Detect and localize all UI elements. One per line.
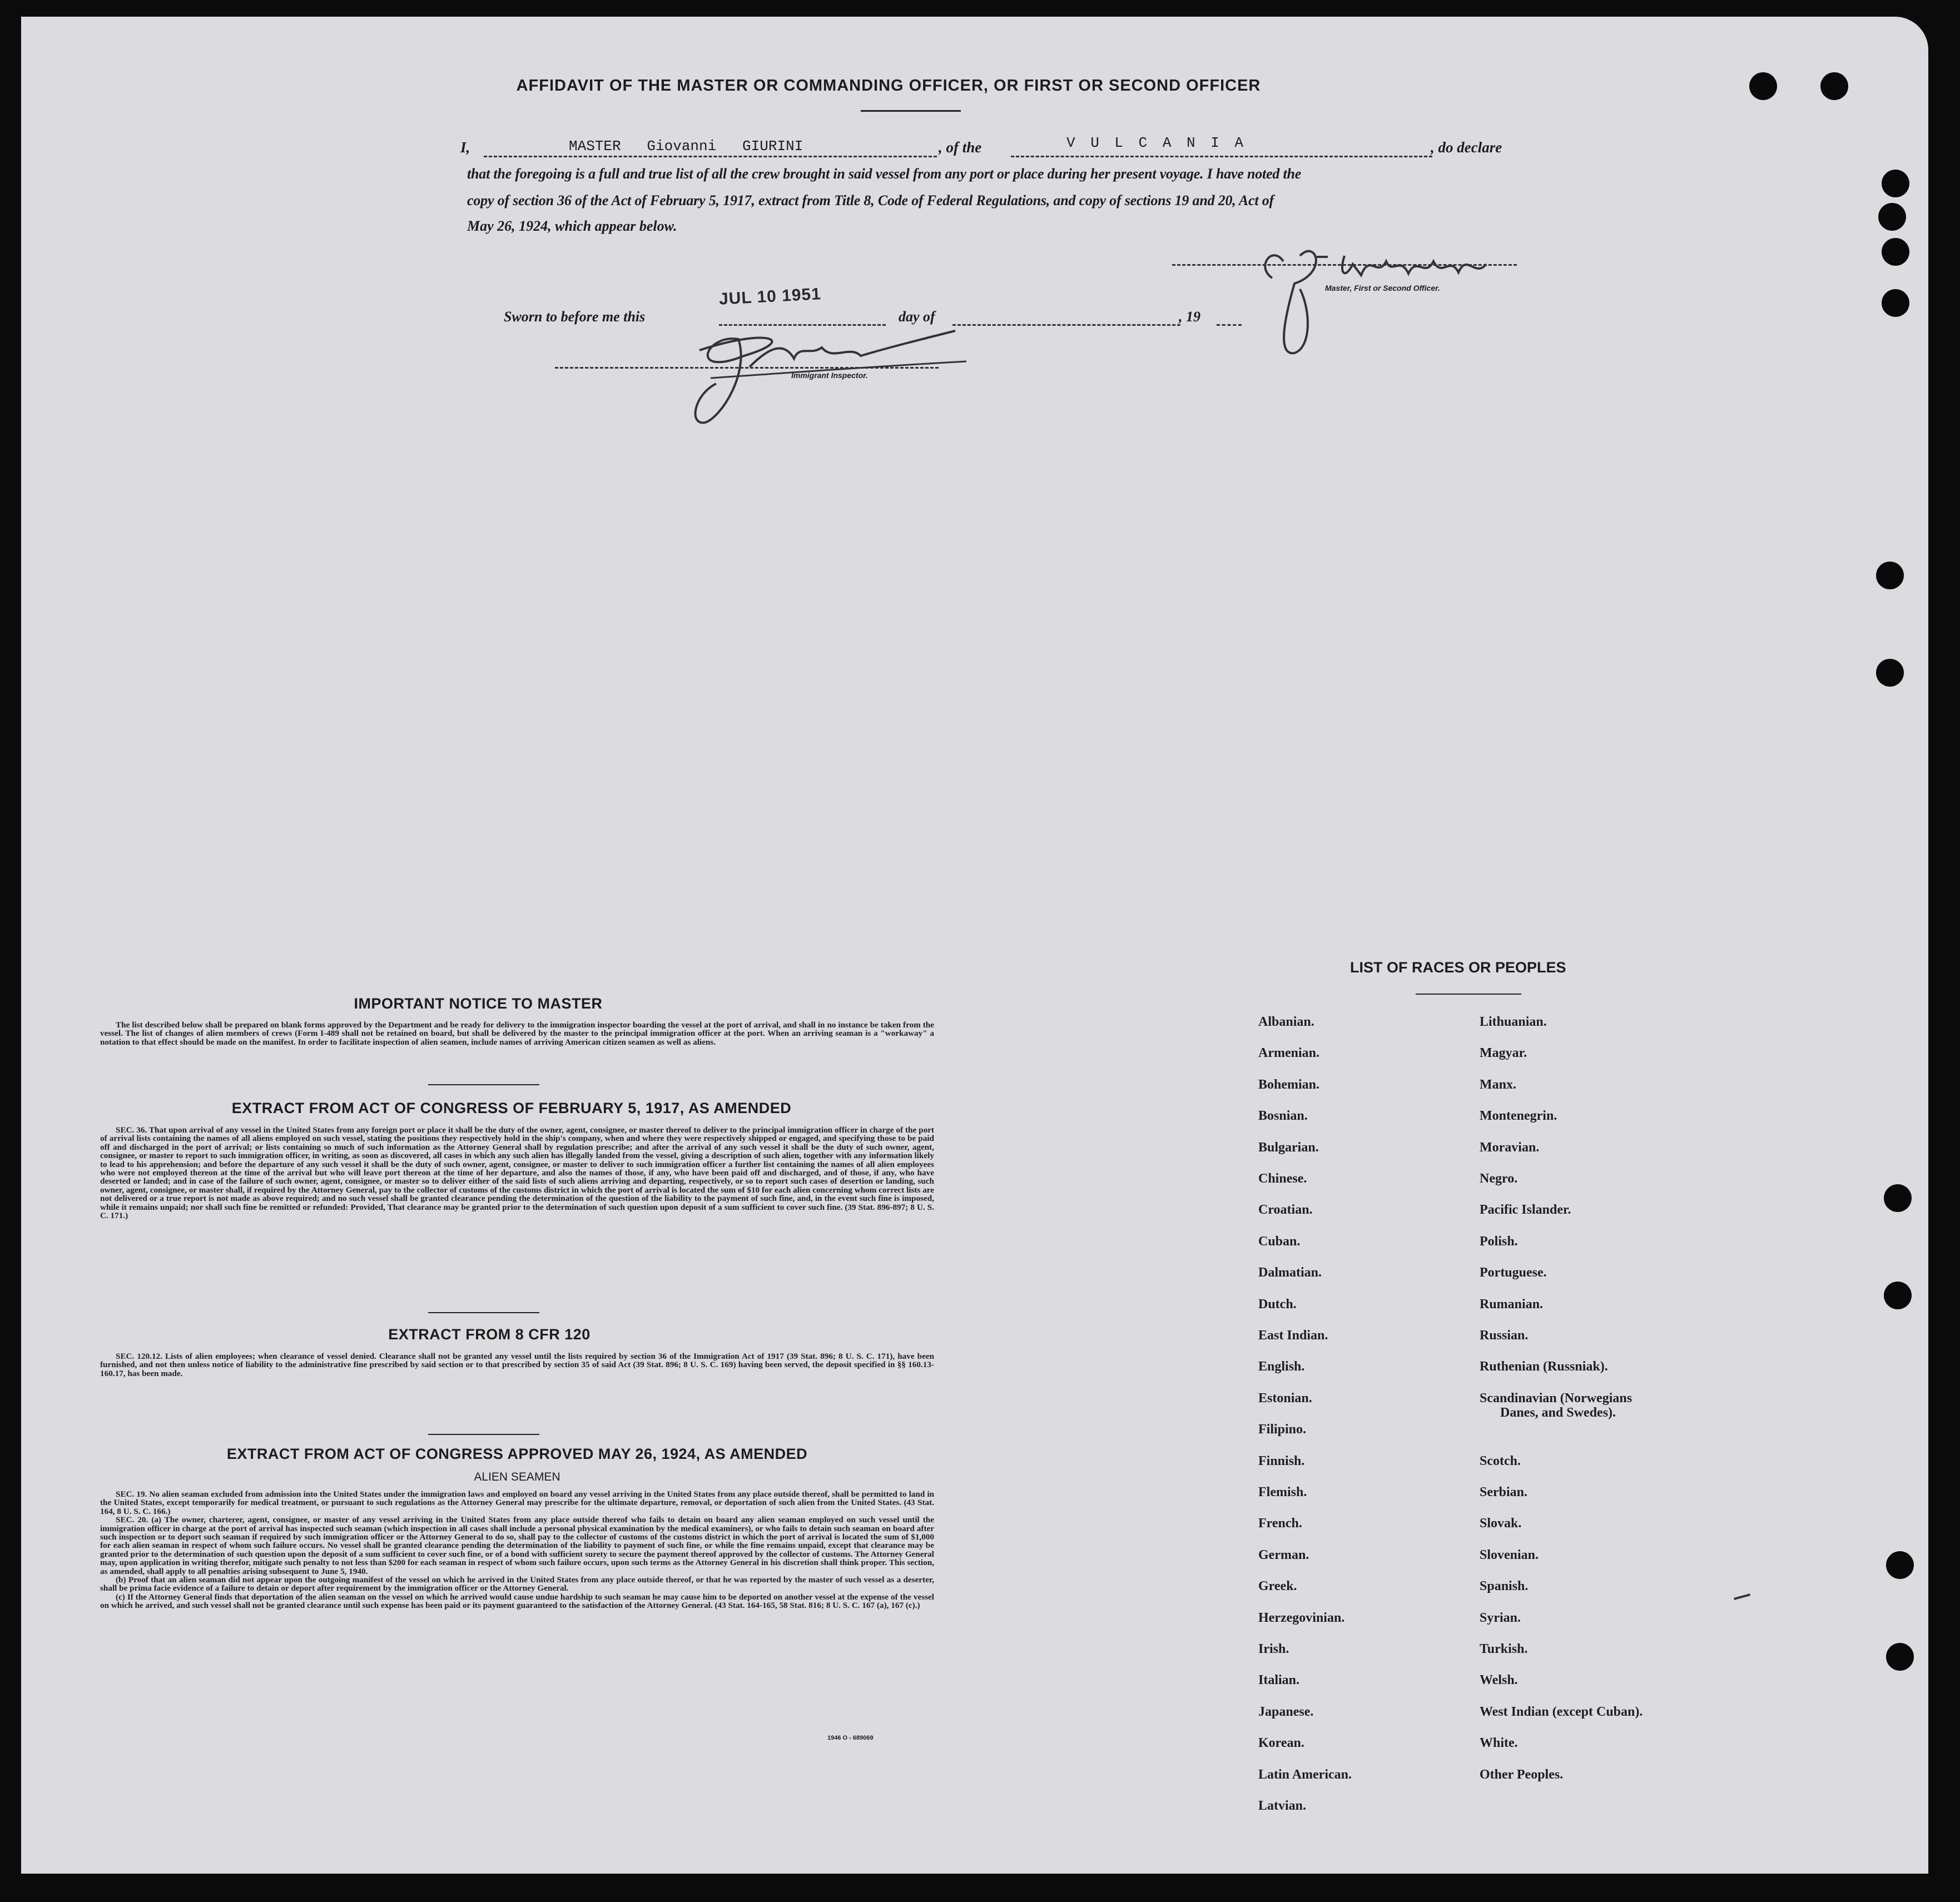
race-item: Danes, and Swedes). <box>1500 1405 1616 1420</box>
punch-hole <box>1820 72 1848 100</box>
punch-hole <box>1884 1282 1912 1309</box>
race-item: Magyar. <box>1480 1046 1527 1061</box>
extract-1924-sec20b: (b) Proof that an alien seaman did not appear upon the outgoing manifest of the vessel on which he arrived in the United States from any place outside thereof, or that he was reported by the master of such vessel as a deserter, shall be prima facie evidence of a failure to detain or deport after requirement by the immigration officer or the Attorney General. <box>100 1575 934 1593</box>
notice-divider <box>428 1084 539 1085</box>
of-the-label: , of the <box>939 139 982 156</box>
day-of-label: day of <box>899 309 935 325</box>
form-sheet <box>21 17 1928 1874</box>
punch-hole <box>1749 72 1777 100</box>
race-item: Serbian. <box>1480 1485 1528 1499</box>
race-item: Korean. <box>1258 1736 1304 1751</box>
officer-signature-caption: Master, First or Second Officer. <box>1325 284 1440 292</box>
race-item: Chinese. <box>1258 1171 1307 1186</box>
races-divider <box>1416 994 1521 995</box>
race-item: Dutch. <box>1258 1297 1297 1312</box>
race-item: White. <box>1480 1736 1518 1751</box>
race-item: Herzegovinian. <box>1258 1610 1345 1625</box>
extract-cfr-heading: EXTRACT FROM 8 CFR 120 <box>388 1326 591 1343</box>
race-item: Syrian. <box>1480 1610 1521 1625</box>
extract-1917-heading: EXTRACT FROM ACT OF CONGRESS OF FEBRUARY 5, 1917, AS AMENDED <box>231 1100 792 1116</box>
notice-paragraph: The list described below shall be prepared on blank forms approved by the Department and be ready for delivery to the immigration inspector boarding the vessel at the port of arrival, and shall in no instance be taken from the vessel. The list of changes of alien members of crews (Form I-489 shall not be retained on board, but shall be delivered by the master to the principal immigration officer at the port. When an arriving seaman is a "workaway" a notation to that effect should be made on the manifest. In order to facilitate inspection of alien seamen, include names of arriving American citizen seamen as well as aliens. <box>100 1020 934 1047</box>
race-item: Bosnian. <box>1258 1109 1308 1124</box>
race-item: Greek. <box>1258 1579 1297 1594</box>
race-item: Rumanian. <box>1480 1297 1544 1312</box>
race-item: East Indian. <box>1258 1328 1328 1343</box>
race-item: Russian. <box>1480 1328 1529 1343</box>
race-item: French. <box>1258 1516 1302 1531</box>
master-name-blank <box>484 156 937 157</box>
extract-1917-divider <box>428 1312 539 1313</box>
extract-1917-body <box>100 1126 934 1220</box>
race-item: Welsh. <box>1480 1673 1518 1688</box>
master-name: MASTER Giovanni GIURINI <box>569 138 803 155</box>
punch-hole <box>1876 659 1904 687</box>
extract-1924-heading: EXTRACT FROM ACT OF CONGRESS APPROVED MAY 26, 1924, AS AMENDED <box>226 1446 808 1462</box>
race-item: Manx. <box>1480 1077 1516 1092</box>
declaration-line-4: May 26, 1924, which appear below. <box>467 218 677 234</box>
extract-1924-sec20a: SEC. 20. (a) The owner, charterer, agent, consignee, or master of any vessel arriving in the United States from any place outside thereof who fails to detain on board any alien seaman employed on such vessel until the immigration officer in charge at the port of arrival has inspected such seaman (which inspection in all cases shall include a personal physical examination by the medical examiners), or who fails to detain such seaman on board after such inspection or to deport such seaman if required by such immigration officer or the Attorney General to do so, shall pay to the collector of customs of the customs district in which the port of arrival is located the sum of $1,000 for each alien seaman in respect of whom such failure occurs. No vessel shall be granted clearance pending the determination of the liability to payment of such fine, or while the fine remains unpaid, except that clearance may be granted prior to the determination of such question upon the deposit of a sum sufficient to cover such fine, or of a bond with sufficient surety to secure the payment thereof approved by the collector of customs. The Attorney General may, upon application in writing therefor, mitigate such penalty to not less than $200 for each seaman in respect of whom such failure occurs, upon such terms as the Attorney General in his discretion shall think proper. This section, as amended, shall apply to all penalties arising subsequent to June 5, 1940. <box>100 1515 934 1576</box>
race-item: Dalmatian. <box>1258 1265 1322 1280</box>
punch-hole <box>1886 1551 1914 1579</box>
races-heading: LIST OF RACES OR PEOPLES <box>1350 959 1566 976</box>
race-item: Estonian. <box>1258 1391 1312 1406</box>
race-item: Albanian. <box>1258 1015 1314 1029</box>
punch-hole <box>1884 1184 1912 1212</box>
race-item: Latvian. <box>1258 1799 1307 1813</box>
race-item: Latin American. <box>1258 1767 1352 1782</box>
declaration-line-2: that the foregoing is a full and true list of all the crew brought in said vessel from any port or place during her present voyage. I have noted the <box>467 166 1302 182</box>
race-item: Finnish. <box>1258 1453 1305 1468</box>
race-item: Ruthenian (Russniak). <box>1480 1359 1608 1374</box>
race-item: Slovak. <box>1480 1516 1522 1531</box>
i-label: I, <box>460 139 470 156</box>
extract-cfr-paragraph: SEC. 120.12. Lists of alien employees; when clearance of vessel denied. Clearance shall not be granted any vessel until the lists required by section 36 of the Immigration Act of 1917 (39 Stat. 896; 8 U. S. C. 171), have been furnished, and not then unless notice of liability to the administrative fine prescribed by said section or to that prescribed by section 35 of said Act (39 Stat. 896; 8 U. S. C. 169) having been served, the deposit specified in §§ 160.13-160.17, has been made. <box>100 1352 934 1378</box>
extract-1924-sec20c: (c) If the Attorney General finds that deportation of the alien seaman on the vessel on which he arrived would cause undue hardship to such seaman he may cause him to be deported on another vessel at the expense of the vessel on which he arrived, and such vessel shall not be granted clearance until such expense has been paid or its payment guaranteed to the satisfaction of the Attorney General. (43 Stat. 164-165, 58 Stat. 816; 8 U. S. C. 167 (a), 167 (c).) <box>100 1592 934 1611</box>
do-declare-label: , do declare <box>1431 139 1502 156</box>
race-item: Filipino. <box>1258 1422 1307 1437</box>
race-item: Portuguese. <box>1480 1265 1547 1280</box>
stray-mark <box>1734 1593 1750 1600</box>
punch-hole <box>1882 170 1909 197</box>
declaration-line-3: copy of section 36 of the Act of February 5, 1917, extract from Title 8, Code of Federal Regulations, and copy of sections 19 and 20, Act of <box>467 192 1274 208</box>
year-blank <box>1217 324 1242 326</box>
punch-hole <box>1878 203 1906 231</box>
race-item: Other Peoples. <box>1480 1767 1564 1782</box>
sworn-label: Sworn to before me this <box>504 309 646 325</box>
notice-heading: IMPORTANT NOTICE TO MASTER <box>354 995 603 1012</box>
race-item: Negro. <box>1480 1171 1518 1186</box>
race-item: Slovenian. <box>1480 1547 1539 1562</box>
race-item: Cuban. <box>1258 1234 1301 1249</box>
race-item: Armenian. <box>1258 1046 1319 1061</box>
punch-hole <box>1886 1643 1914 1671</box>
year-label: , 19 <box>1179 309 1200 325</box>
extract-1924-body <box>100 1490 934 1610</box>
extract-cfr-divider <box>428 1434 539 1435</box>
race-item: Turkish. <box>1480 1642 1528 1656</box>
race-item: Croatian. <box>1258 1203 1313 1218</box>
race-item: German. <box>1258 1547 1309 1562</box>
race-item: Scotch. <box>1480 1453 1521 1468</box>
title-underline <box>861 110 961 112</box>
vessel-name: V U L C A N I A <box>1066 135 1247 151</box>
race-item: Scandinavian (Norwegians <box>1480 1391 1632 1406</box>
punch-hole <box>1876 562 1904 589</box>
extract-1917-paragraph: SEC. 36. That upon arrival of any vessel in the United States from any foreign port or place it shall be the duty of the owner, agent, consignee, or master thereof to deliver to the principal immigration officer in charge of the port of arrival lists containing the names of all aliens employed on such vessel, stating the positions they respectively hold in the ship's company, when and where they were respectively shipped or engaged, and specifying those to be paid off and discharged in the port of arrival; or lists containing so much of such information as the Attorney General shall by regulation prescribe; and after the arrival of any such vessel it shall be the duty of such owner, agent, consignee, or master to report to such immigration officer, in writing, as soon as discovered, all cases in which any such alien has illegally landed from the vessel, giving a description of such alien, together with any information likely to lead to his apprehension; and before the departure of any such vessel it shall be the duty of such owner, agent, consignee, or master to deliver to such immigration officer a further list containing the names of all alien employees who were not employed thereon at the time of the arrival but who will leave port thereon at the time of her departure, and also the names of those, if any, who have been paid off and discharged, and of those, if any, who have deserted or landed; and in case of the failure of such owner, agent, consignee, or master so to deliver either of the said lists of such aliens arriving and departing, respectively, or so to report such cases of desertion or landing, such owner, agent, consignee, or master shall, if required by the Attorney General, pay to the collector of customs of the customs district in which the port of arrival is located the sum of $10 for each alien concerning whom correct lists are not delivered or a true report is not made as above required; and no such vessel shall be granted clearance pending the determination of the question of the liability to the payment of such fine, and, in the event such fine is imposed, while it remains unpaid; nor shall such fine be remitted or refunded: Provided, That clearance may be granted prior to the determination of such question upon deposit of a sum sufficient to cover such fine. (39 Stat. 896-897; 8 U. S. C. 171.) <box>100 1125 934 1221</box>
race-item: Moravian. <box>1480 1140 1540 1155</box>
punch-hole <box>1882 289 1909 317</box>
race-item: Bulgarian. <box>1258 1140 1319 1155</box>
vessel-name-blank <box>1011 156 1432 157</box>
inspector-caption: Immigrant Inspector. <box>791 371 868 380</box>
extract-1924-subheading: ALIEN SEAMEN <box>474 1471 560 1483</box>
race-item: Polish. <box>1480 1234 1518 1249</box>
printer-code: 1946 O - 689069 <box>827 1735 874 1741</box>
extract-cfr-body <box>100 1352 934 1378</box>
extract-1924-sec19: SEC. 19. No alien seaman excluded from admission into the United States under the immigration laws and employed on board any vessel arriving in the United States from any place outside thereof, shall be permitted to land in the United States, except temporarily for medical treatment, or pursuant to such regulations as the Attorney General may prescribe for the ultimate departure, removal, or deportation of such alien from the United States. (43 Stat. 164, 8 U. S. C. 166.) <box>100 1489 934 1516</box>
race-item: Spanish. <box>1480 1579 1529 1594</box>
punch-hole <box>1882 238 1909 266</box>
race-item: Pacific Islander. <box>1480 1203 1571 1218</box>
officer-signature <box>1250 222 1539 367</box>
race-item: Montenegrin. <box>1480 1109 1557 1124</box>
race-item: Italian. <box>1258 1673 1300 1688</box>
race-item: Flemish. <box>1258 1485 1307 1499</box>
race-item: Lithuanian. <box>1480 1015 1547 1029</box>
race-item: Japanese. <box>1258 1704 1314 1719</box>
race-item: English. <box>1258 1359 1305 1374</box>
notice-body <box>100 1021 934 1046</box>
affidavit-title: AFFIDAVIT OF THE MASTER OR COMMANDING OFFICER, OR FIRST OR SECOND OFFICER <box>516 77 1261 95</box>
race-item: Bohemian. <box>1258 1077 1320 1092</box>
race-item: West Indian (except Cuban). <box>1480 1704 1643 1719</box>
sworn-date-stamp: JUL 10 1951 <box>718 285 822 309</box>
race-item: Irish. <box>1258 1642 1289 1656</box>
